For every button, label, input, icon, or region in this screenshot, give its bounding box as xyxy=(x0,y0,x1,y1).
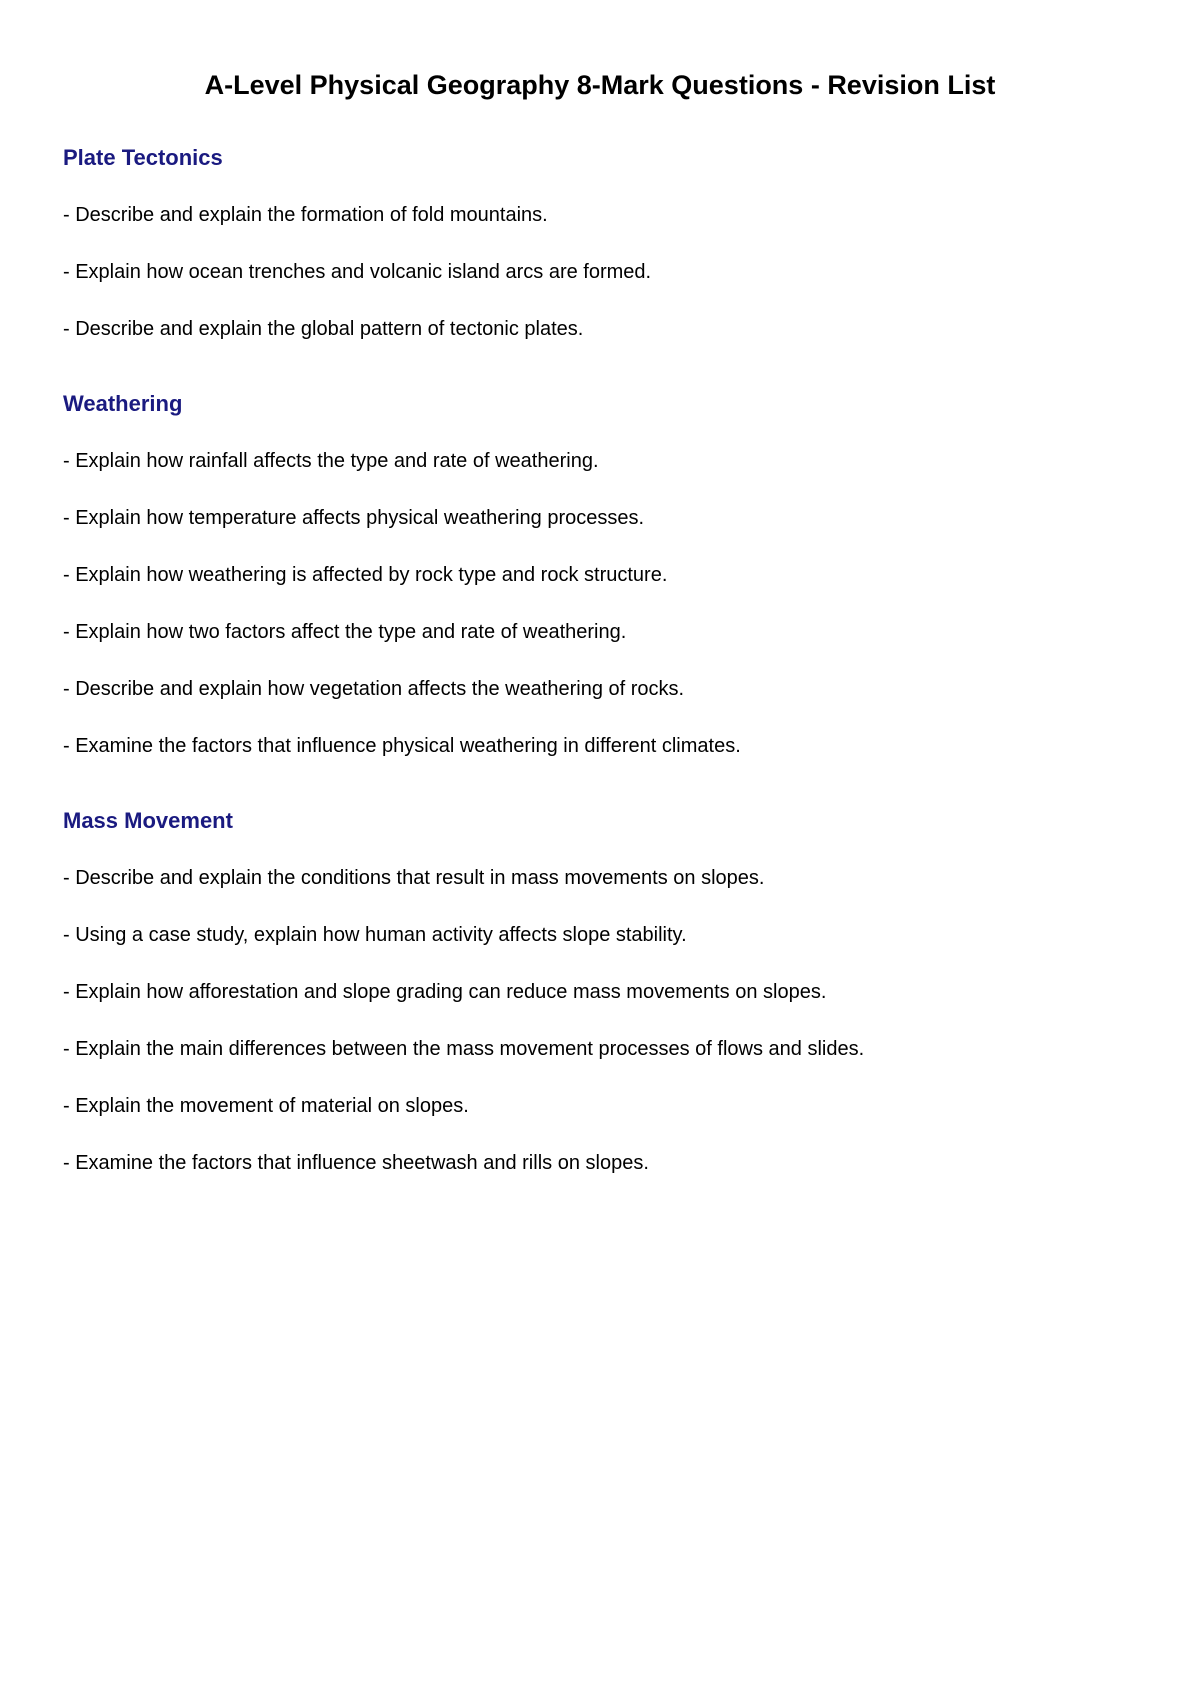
question-list xyxy=(63,201,1200,343)
question-list xyxy=(63,864,1200,1177)
question-item: - Using a case study, explain how human activity affects slope stability. xyxy=(63,924,687,946)
section-heading: Weathering xyxy=(63,391,183,416)
question-item: - Examine the factors that influence sheetwash and rills on slopes. xyxy=(63,1152,649,1174)
question-item: - Explain how afforestation and slope grading can reduce mass movements on slopes. xyxy=(63,981,827,1003)
question-list xyxy=(63,447,1200,760)
question-item: - Describe and explain the formation of fold mountains. xyxy=(63,204,548,226)
question-item: - Describe and explain the conditions that result in mass movements on slopes. xyxy=(63,867,765,889)
page-title: A-Level Physical Geography 8-Mark Questions - Revision List xyxy=(204,70,996,100)
question-item: - Describe and explain how vegetation affects the weathering of rocks. xyxy=(63,678,685,700)
question-item: - Examine the factors that influence physical weathering in different climates. xyxy=(63,735,741,757)
section-mass-movement xyxy=(63,806,1200,1177)
question-item: - Explain how ocean trenches and volcanic island arcs are formed. xyxy=(63,261,652,283)
question-item: - Describe and explain the global pattern of tectonic plates. xyxy=(63,318,584,340)
section-plate-tectonics xyxy=(63,143,1200,343)
section-heading: Mass Movement xyxy=(63,808,233,833)
question-item: - Explain the main differences between the mass movement processes of flows and slides. xyxy=(63,1038,865,1060)
question-item: - Explain how rainfall affects the type and rate of weathering. xyxy=(63,450,599,472)
question-item: - Explain how weathering is affected by rock type and rock structure. xyxy=(63,564,668,586)
question-item: - Explain how temperature affects physical weathering processes. xyxy=(63,507,645,529)
question-item: - Explain the movement of material on slopes. xyxy=(63,1095,469,1117)
question-item: - Explain how two factors affect the type and rate of weathering. xyxy=(63,621,627,643)
section-heading: Plate Tectonics xyxy=(63,145,223,170)
section-weathering xyxy=(63,389,1200,760)
